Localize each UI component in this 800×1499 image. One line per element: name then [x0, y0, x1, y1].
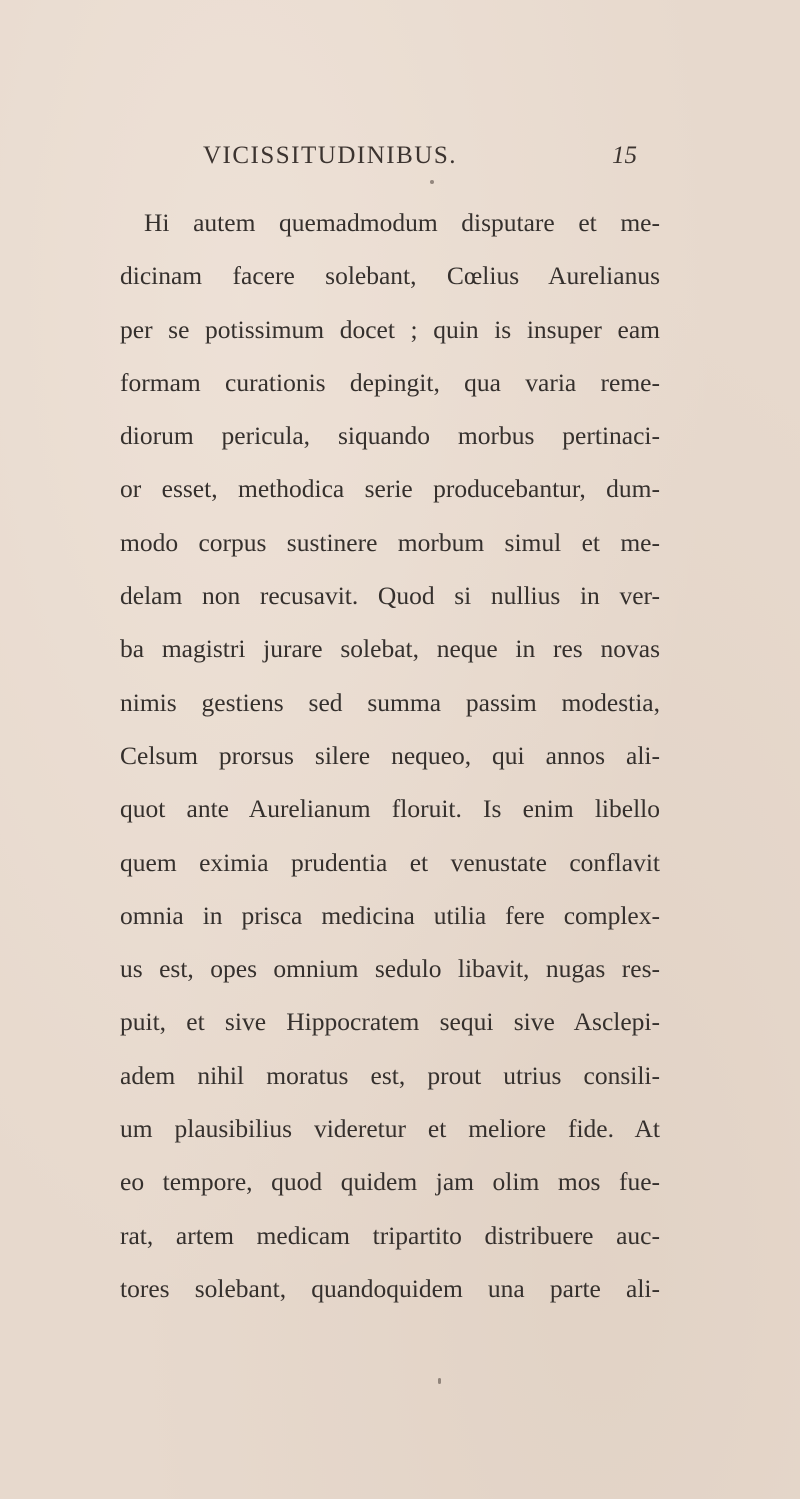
text-line: Hi autem quemadmodum disputare et me-	[144, 208, 660, 237]
text-line: tores solebant, quandoquidem una parte ali-	[120, 1273, 660, 1303]
text-line: us est, opes omnium sedulo libavit, nugas res-	[120, 954, 660, 984]
running-head	[0, 142, 800, 182]
text-line: formam curationis depingit, qua varia reme-	[120, 367, 660, 397]
page-number: 15	[612, 142, 637, 169]
body-text	[120, 196, 660, 1315]
text-line: puit, et sive Hippocratem sequi sive Asclepi-	[120, 1007, 660, 1037]
text-line: omnia in prisca medicina utilia fere complex-	[120, 900, 660, 930]
text-line: dicinam facere solebant, Cœlius Aurelianus	[120, 261, 660, 291]
text-line: eo tempore, quod quidem jam olim mos fue-	[120, 1167, 660, 1197]
text-line: diorum pericula, siquando morbus pertinaci-	[120, 421, 660, 451]
text-line: modo corpus sustinere morbum simul et me-	[120, 527, 660, 557]
text-line: ba magistri jurare solebat, neque in res novas	[120, 634, 660, 664]
text-line: delam non recusavit. Quod si nullius in ver-	[120, 581, 660, 611]
text-line: nimis gestiens sed summa passim modestia,	[120, 687, 660, 717]
text-line: per se potissimum docet ; quin is insuper eam	[120, 314, 660, 344]
text-line: quot ante Aurelianum floruit. Is enim libello	[120, 794, 660, 824]
text-line: adem nihil moratus est, prout utrius consili-	[120, 1060, 660, 1090]
running-title: VICISSITUDINIBUS.	[203, 142, 457, 169]
paper-speck	[438, 1378, 441, 1384]
text-line: quem eximia prudentia et venustate conflavit	[120, 847, 660, 877]
text-line: rat, artem medicam tripartito distribuere auc-	[120, 1220, 660, 1250]
text-line: um plausibilius videretur et meliore fide. At	[120, 1114, 660, 1144]
text-line: or esset, methodica serie producebantur, dum-	[120, 474, 660, 504]
text-line: Celsum prorsus silere nequeo, qui annos ali-	[120, 740, 660, 770]
paper-speck	[430, 180, 434, 184]
